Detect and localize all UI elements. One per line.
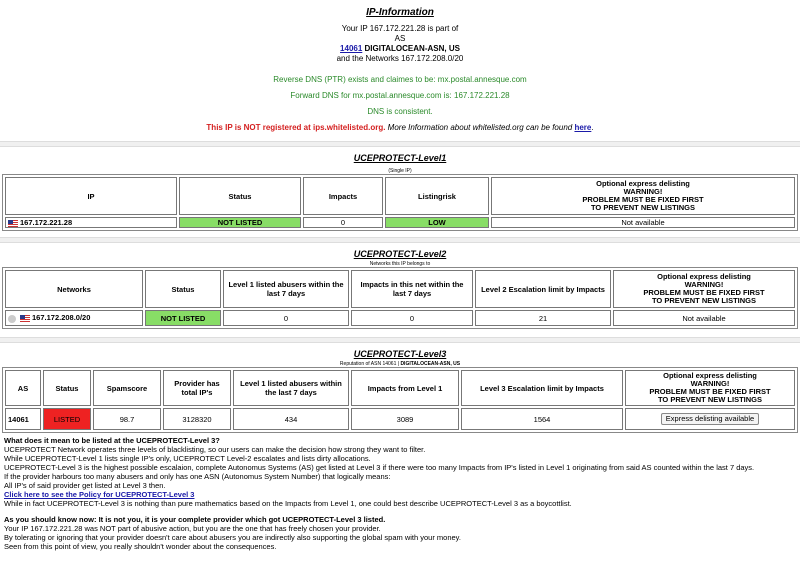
asn-line	[0, 44, 800, 54]
here-link[interactable]: here	[574, 123, 592, 132]
level1-header-impacts: Impacts	[303, 177, 383, 215]
level2-header-delisting: Optional express delisting WARNING! PROBLEM MUST BE FIXED FIRST TO PREVENT NEW LISTINGS	[613, 270, 795, 308]
level3-as: 14061	[5, 408, 41, 430]
level3-subtitle-prefix: Reputation of ASN 14061 |	[339, 361, 401, 367]
level3-header-total-ips: Provider has total IP's	[163, 370, 231, 406]
level1-table	[2, 174, 798, 231]
level3-total-ips: 3128320	[163, 408, 231, 430]
policy-link[interactable]: Click here to see the Policy for UCEPROTECT-Level 3	[4, 490, 195, 499]
level1-impacts: 0	[303, 217, 383, 228]
explanation-p7: Your IP 167.172.221.28 was NOT part of abusive action, but you are the one that has freely chosen your provider.	[4, 524, 381, 533]
period-text: .	[591, 123, 594, 132]
dns-consistent-text: DNS is consistent.	[367, 107, 433, 116]
express-delisting-button[interactable]: Express delisting available	[661, 413, 759, 425]
asn-name: DIGITALOCEAN-ASN, US	[364, 44, 460, 53]
more-info-text: More Information about whitelisted.org can be found	[385, 123, 575, 132]
us-flag-icon	[20, 315, 30, 322]
level3-header-impacts: Impacts from Level 1	[351, 370, 459, 406]
level3-impacts: 3089	[351, 408, 459, 430]
explanation-p2: While UCEPROTECT-Level 1 lists single IP's only, UCEPROTECT Level-2 escalates and lists dirty allocations.	[4, 454, 371, 463]
us-flag-icon	[8, 220, 18, 227]
level2-header-networks: Networks	[5, 270, 143, 308]
level3-header-as: AS	[5, 370, 41, 406]
networks-text: and the Networks 167.172.208.0/20	[336, 54, 464, 63]
explanation-p5: All IP's of said provider get listed at Level 3 then.	[4, 481, 166, 490]
level2-header-abusers: Level 1 listed abusers within the last 7 days	[223, 270, 349, 308]
explanation-know: As you should know now: It is not you, it is your complete provider which got UCEPROTECT-Level 3 listed.	[4, 515, 386, 524]
level1-header-ip: IP	[5, 177, 177, 215]
level1-risk: LOW	[385, 217, 489, 228]
level1-ip: 167.172.221.28	[20, 218, 73, 227]
reverse-dns-text: Reverse DNS (PTR) exists and claimes to be: mx.postal.annesque.com	[273, 75, 527, 84]
level2-table	[2, 267, 798, 329]
level3-table	[2, 367, 798, 433]
level2-limit: 21	[475, 310, 611, 326]
level3-delist-cell	[625, 408, 795, 430]
level1-status: NOT LISTED	[179, 217, 301, 228]
level1-subtitle: (Single IP)	[388, 168, 412, 174]
as-label: AS	[394, 34, 406, 43]
explanation-p9: Seen from this point of view, you really shouldn't wonder about the consequences.	[4, 542, 277, 551]
level3-title: UCEPROTECT-Level3	[353, 349, 447, 359]
level1-header-delisting: Optional express delisting WARNING! PROBLEM MUST BE FIXED FIRST TO PREVENT NEW LISTINGS	[491, 177, 795, 215]
whitelist-line	[0, 123, 800, 133]
separator	[0, 237, 800, 243]
level2-status: NOT LISTED	[145, 310, 221, 326]
level2-header-status: Status	[145, 270, 221, 308]
level3-header-abusers: Level 1 listed abusers within the last 7 days	[233, 370, 349, 406]
explanation-p8: By tolerating or ignoring that your provider doesn't care about abusers you are indirectly also supporting the global spam with your money.	[4, 533, 461, 542]
level3-spamscore: 98.7	[93, 408, 161, 430]
level1-delist: Not available	[491, 217, 795, 228]
level2-header-limit: Level 2 Escalation limit by Impacts	[475, 270, 611, 308]
level2-header-impacts: Impacts in this net within the last 7 days	[351, 270, 473, 308]
separator	[0, 337, 800, 343]
ip-information-section	[0, 7, 800, 133]
asn-link[interactable]: 14061	[340, 44, 363, 53]
level3-abusers: 434	[233, 408, 349, 430]
level1-ip-cell	[5, 217, 177, 228]
level3-subtitle-asn: DIGITALOCEAN-ASN, US	[400, 361, 461, 367]
level2-network: 167.172.208.0/20	[32, 313, 91, 323]
level2-impacts: 0	[351, 310, 473, 326]
not-registered-text: This IP is NOT registered at ips.whitelisted.org.	[206, 123, 386, 132]
level2-delist: Not available	[613, 310, 795, 326]
level3-header-delisting: Optional express delisting WARNING! PROBLEM MUST BE FIXED FIRST TO PREVENT NEW LISTINGS	[625, 370, 795, 406]
page-title: IP-Information	[366, 7, 434, 18]
level3-header-spamscore: Spamscore	[93, 370, 161, 406]
level1-header-listingrisk: Listingrisk	[385, 177, 489, 215]
ip-part-of-text: Your IP 167.172.221.28 is part of	[341, 24, 459, 33]
level3-explanation	[4, 436, 796, 551]
level2-abusers: 0	[223, 310, 349, 326]
level3-header-limit: Level 3 Escalation limit by Impacts	[461, 370, 623, 406]
explanation-p6: While in fact UCEPROTECT-Level 3 is nothing than pure mathematics based on the Impacts from Level 1, one could best describe UCEPROTECT-Level 3 as a boycottlist.	[4, 499, 572, 508]
level2-subtitle: Networks this IP belongs to	[369, 261, 431, 267]
level3-status: LISTED	[43, 408, 91, 430]
level1-header-status: Status	[179, 177, 301, 215]
level2-network-cell	[5, 310, 143, 326]
level3-header-status: Status	[43, 370, 91, 406]
explanation-p1: UCEPROTECT Network operates three levels of blacklisting, so our users can make the decision how strong they want to filter.	[4, 445, 426, 454]
separator	[0, 141, 800, 147]
level1-title: UCEPROTECT-Level1	[353, 153, 447, 163]
explanation-p3: UCEPROTECT-Level 3 is the highest possible escalaion, complete Autonomus Systems (AS) get listed at Level 3 if there were too many Impacts from IP's listed in Level 1 originating from said AS counted within the last 7 days.	[4, 463, 755, 472]
forward-dns-text: Forward DNS for mx.postal.annesque.com is: 167.172.221.28	[290, 91, 510, 100]
level2-title: UCEPROTECT-Level2	[353, 249, 447, 259]
expand-icon[interactable]	[8, 315, 16, 323]
explanation-question: What does it mean to be listed at the UCEPROTECT-Level 3?	[4, 436, 220, 445]
explanation-p4: If the provider harbours too many abusers and only has one ASN (Autonomus System Number) that logically means:	[4, 472, 391, 481]
level3-limit: 1564	[461, 408, 623, 430]
